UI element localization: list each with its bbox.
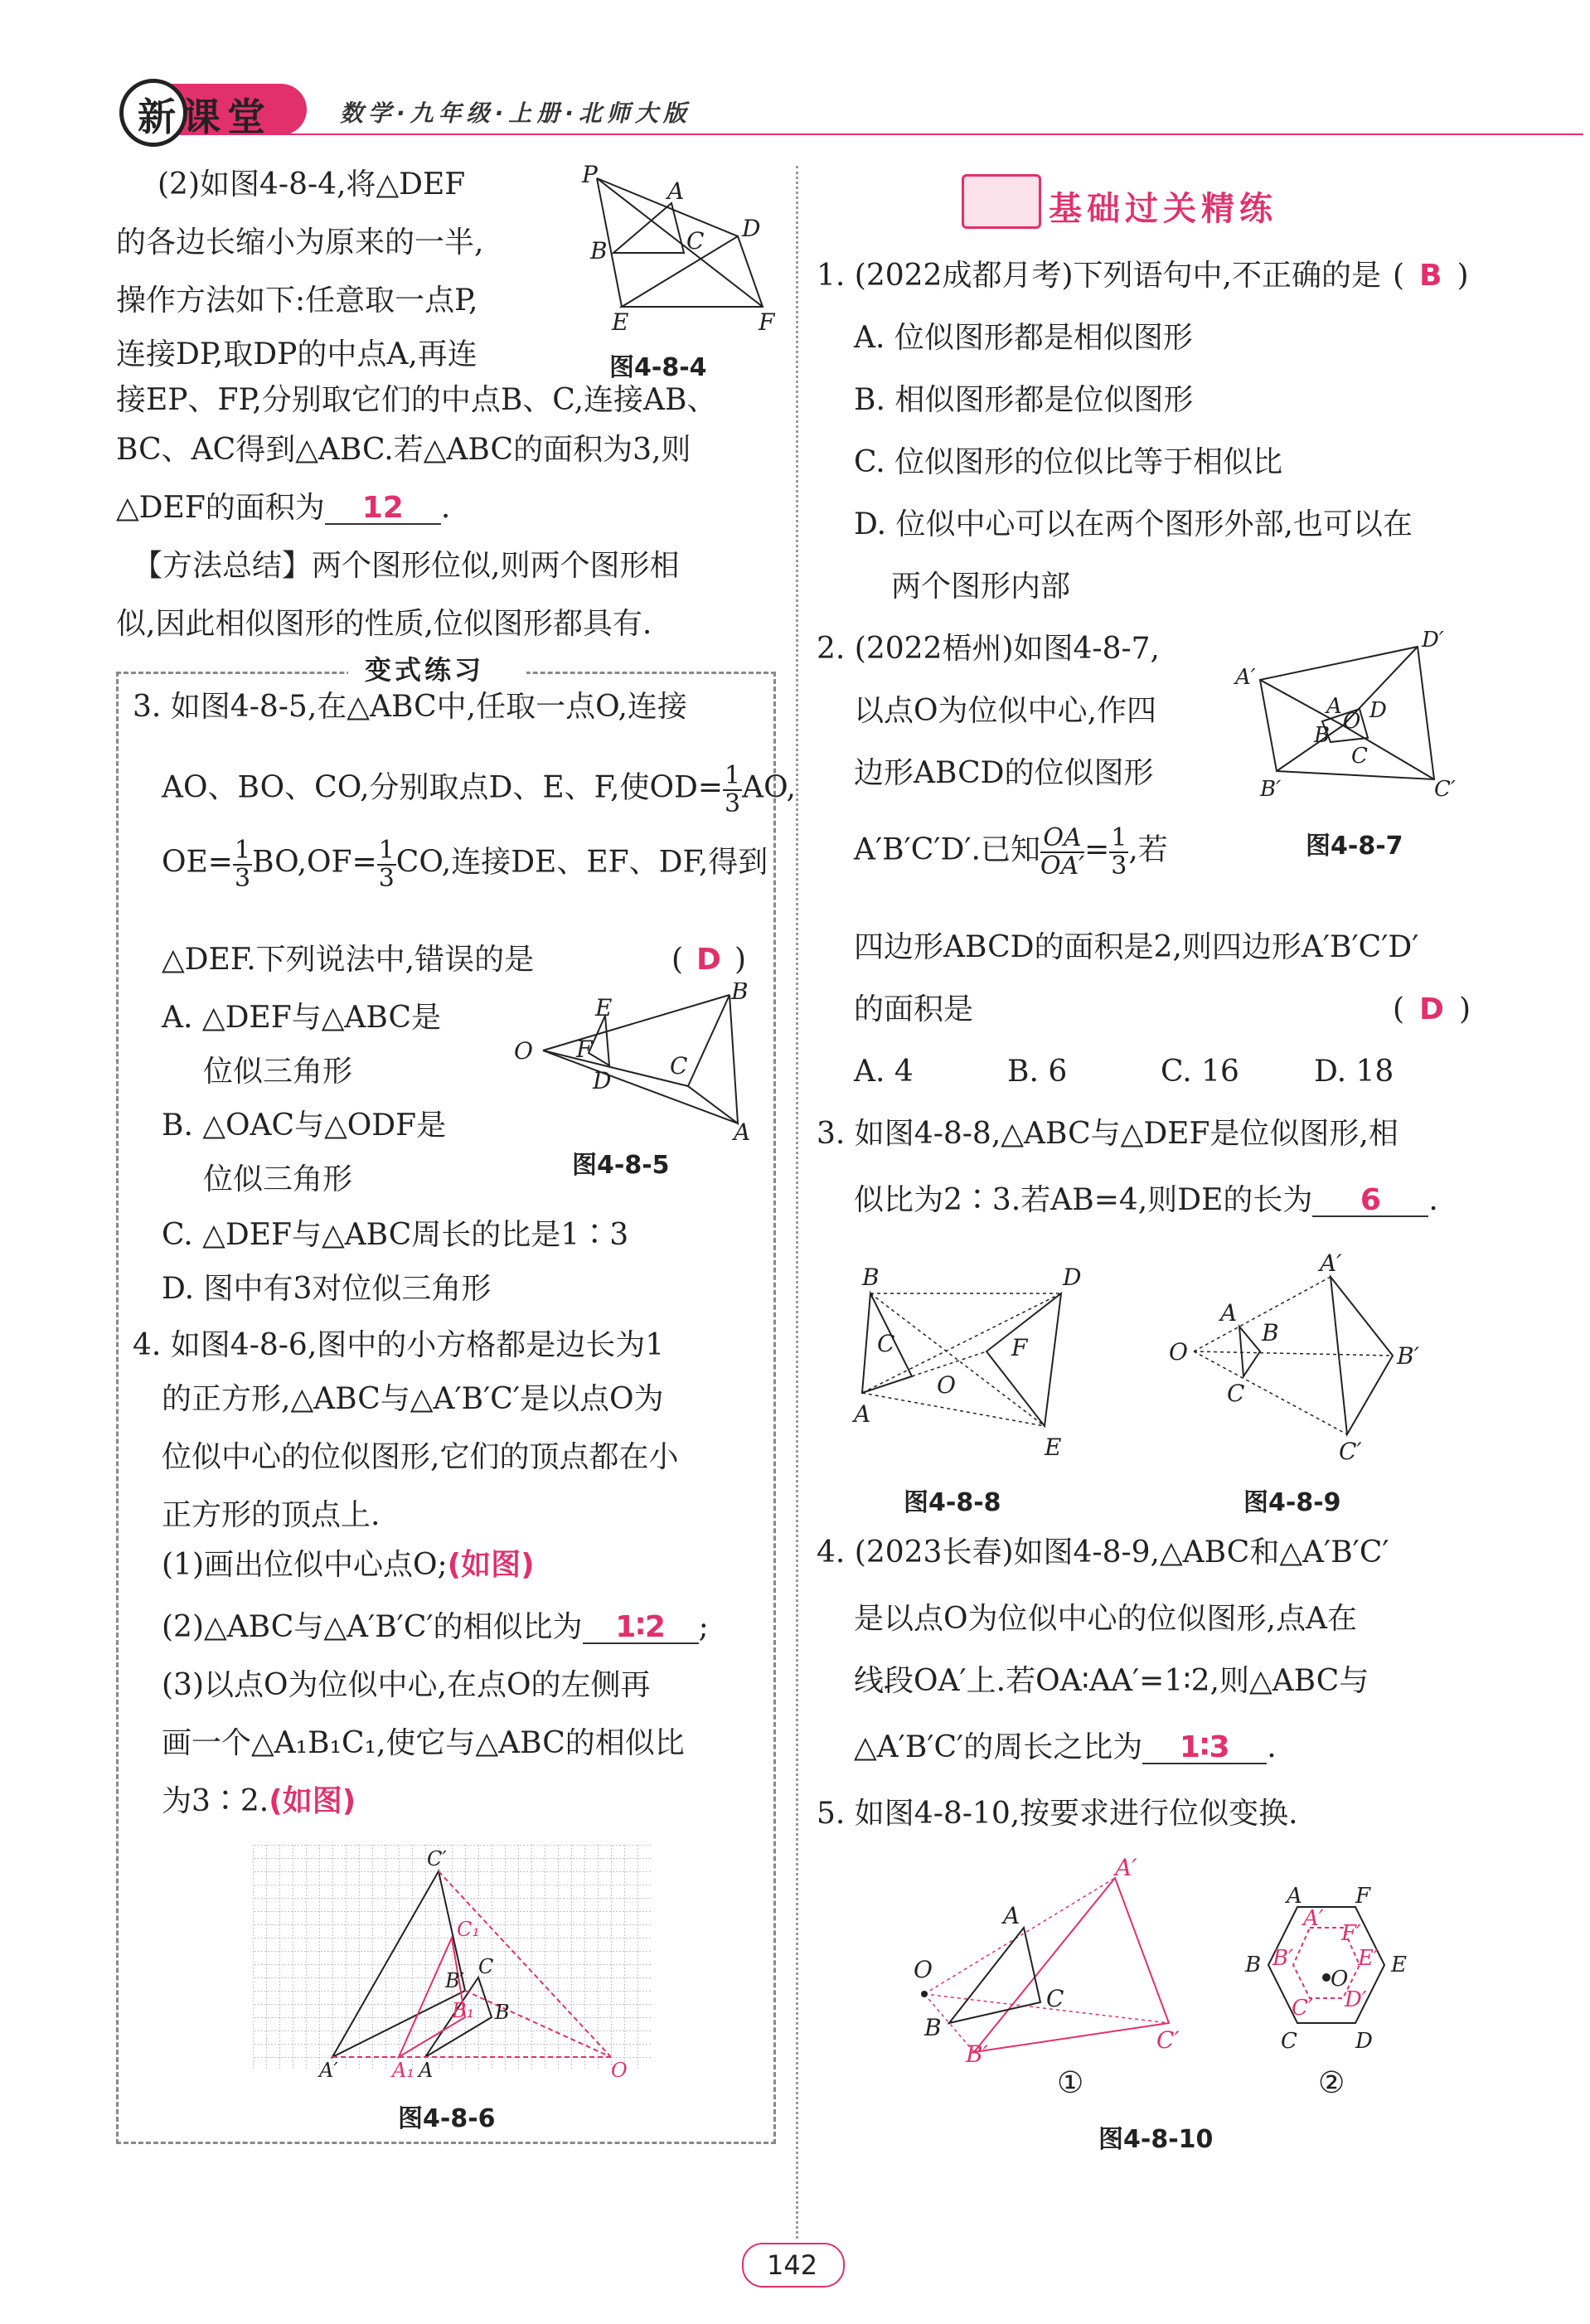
- f484-label-c: C: [686, 227, 705, 255]
- ex2-line-4: 连接DP,取DP的中点A,再连: [116, 337, 477, 371]
- q4-sub-2-answer: 1∶2: [583, 1613, 699, 1644]
- r-q2-frac-2-den: 3: [1111, 851, 1127, 881]
- figure-4-8-6-caption: 图4-8-6: [398, 2104, 496, 2133]
- f484-label-a: A: [667, 177, 685, 205]
- q3-frac-3-den: 3: [378, 863, 395, 893]
- f4810b-label-b-prime: B′: [1272, 1946, 1294, 1971]
- r-q3-line-2: [854, 1183, 1438, 1217]
- q3-option-a-2: 位似三角形: [203, 1055, 353, 1089]
- f4810a-label-c: C: [1046, 1985, 1064, 2012]
- f484-label-e: E: [612, 308, 629, 336]
- r-q2-line-5: 四边形ABCD的面积是2,则四边形A′B′C′D′: [854, 930, 1419, 964]
- q4-line-3: 位似中心的位似图形,它们的顶点都在小: [162, 1440, 679, 1474]
- q3-line-2b: AO,: [742, 770, 796, 805]
- f4810b-label-a: A: [1287, 1884, 1302, 1909]
- r-q2-frac-2-num: 1: [1111, 823, 1127, 852]
- figure-4-8-7-caption: 图4-8-7: [1306, 832, 1403, 861]
- f489-dash-oc: [1194, 1351, 1347, 1434]
- ex2-line-2: 的各边长缩小为原来的一半,: [116, 226, 484, 260]
- f489-label-c-prime: C′: [1339, 1438, 1362, 1465]
- figure-4-8-10-caption: 图4-8-10: [1098, 2125, 1214, 2154]
- q4-sub-3-answer: (如图): [269, 1784, 356, 1818]
- f4810a-label-b-prime: B′: [966, 2040, 988, 2064]
- q3-option-c: C. △DEF与△ABC周长的比是1∶3: [162, 1218, 629, 1252]
- f485-label-e: E: [595, 994, 613, 1021]
- f488-label-f: F: [1011, 1334, 1028, 1361]
- r-q4-line-4-text: △A′B′C′的周长之比为: [854, 1730, 1143, 1764]
- f485-label-b: B: [731, 982, 749, 1005]
- q3-frac-1: [723, 763, 742, 817]
- ex2-line-7-text: △DEF的面积为: [116, 491, 325, 525]
- header-rule: [274, 133, 1583, 135]
- figure-4-8-10-sub-2: ②: [1318, 2066, 1345, 2100]
- f487-label-c-prime: C′: [1434, 777, 1456, 802]
- figure-4-8-7: [1227, 630, 1467, 813]
- q4-line-4: 正方形的顶点上.: [162, 1498, 381, 1532]
- figure-4-8-8: [846, 1260, 1094, 1468]
- q3-frac-1-num: 1: [725, 761, 741, 790]
- figure-4-8-5: [506, 982, 763, 1140]
- f486-label-b: B: [495, 2001, 510, 2024]
- f484-label-b: B: [590, 237, 608, 264]
- f484-label-p: P: [582, 162, 598, 188]
- f486-label-a-prime: A′: [319, 2059, 338, 2082]
- f485-label-c: C: [670, 1052, 688, 1080]
- r-q4-end: .: [1267, 1730, 1277, 1764]
- q4-sub-1-text: (1)画出位似中心点O;: [162, 1548, 448, 1582]
- q3-option-b-2: 位似三角形: [203, 1162, 353, 1196]
- f4810b-label-a-prime: A′: [1303, 1906, 1324, 1931]
- f4810a-dash-oa: [924, 1878, 1115, 1994]
- q3-frac-2-num: 1: [234, 836, 251, 865]
- f4810b-label-e-prime: E′: [1358, 1946, 1379, 1971]
- q4-sub-1: [162, 1550, 535, 1580]
- f485-line-oa: [543, 1050, 738, 1123]
- f488-label-b: B: [862, 1264, 880, 1291]
- figure-4-8-10-a: [904, 1857, 1202, 2064]
- f487-label-a-prime: A′: [1235, 665, 1256, 690]
- q4-line-2: 的正方形,△ABC与△A′B′C′是以点O为: [162, 1382, 664, 1416]
- f488-label-c: C: [877, 1330, 895, 1357]
- brand-title: 新课堂: [138, 95, 272, 139]
- r-q1-option-b: B. 相似图形都是位似图形: [854, 383, 1194, 417]
- ex2-line-3: 操作方法如下:任意取一点P,: [116, 284, 478, 318]
- q3-line-2a: AO、BO、CO,分别取点D、E、F,使OD=: [162, 770, 724, 805]
- f4810b-label-b: B: [1245, 1953, 1262, 1977]
- f486-label-b1: B₁: [452, 1999, 475, 2022]
- r-q2-eq: =: [1084, 832, 1110, 867]
- r-q4-answer: 1∶3: [1142, 1733, 1267, 1764]
- ex2-line-6: BC、AC得到△ABC.若△ABC的面积为3,则: [116, 433, 691, 467]
- f487-label-a: A: [1326, 694, 1342, 719]
- f489-label-o: O: [1169, 1338, 1188, 1366]
- page-number: 142: [767, 2249, 818, 2281]
- f489-label-a: A: [1220, 1299, 1238, 1327]
- r-q1-option-d: D. 位似中心可以在两个图形外部,也可以在: [854, 507, 1413, 541]
- r-q2-line-4a: A′B′C′D′.已知: [854, 832, 1041, 867]
- ex2-line-5: 接EP、FP,分别取它们的中点B、C,连接AB、: [116, 383, 717, 417]
- q4-sub-2-text: (2)△ABC与△A′B′C′的相似比为: [162, 1610, 583, 1644]
- f4810a-label-a-prime: A′: [1115, 1857, 1137, 1881]
- f487-line-ob: [1277, 725, 1343, 771]
- f485-label-d: D: [593, 1067, 612, 1094]
- q3-frac-3-num: 1: [378, 836, 395, 865]
- q4-sub-2-end: ;: [698, 1610, 709, 1644]
- method-summary-1: 【方法总结】两个图形位似,则两个图形相: [133, 549, 680, 583]
- r-q2-choice-d: D. 18: [1314, 1055, 1394, 1089]
- ex2-answer: 12: [325, 493, 441, 525]
- q4-sub-3-text: 为3∶2.: [162, 1784, 269, 1818]
- r-q2-line-6: 的面积是: [854, 992, 974, 1026]
- figure-4-8-10-sub-1: ①: [1057, 2066, 1084, 2100]
- figure-4-8-8-caption: 图4-8-8: [904, 1488, 1001, 1517]
- f4810a-point-o: [921, 1991, 928, 1997]
- f486-label-c1: C₁: [457, 1918, 480, 1941]
- r-q4-line-3: 线段OA′上.若OA∶AA′=1∶2,则△ABC与: [854, 1664, 1369, 1698]
- q3-option-a: A. △DEF与△ABC是: [162, 1001, 442, 1035]
- section-title-icon: [962, 174, 1041, 229]
- r-q3-line-2-text: 似比为2∶3.若AB=4,则DE的长为: [854, 1183, 1313, 1217]
- ex2-line-7: [116, 493, 450, 525]
- r-q1-option-a: A. 位似图形都是相似图形: [854, 321, 1193, 355]
- r-q3-answer: 6: [1312, 1186, 1428, 1217]
- f485-triangle-abc: [688, 995, 738, 1123]
- r-q2-answer-wrap: ( D ): [1393, 992, 1471, 1026]
- header-subtitle: 数学·九年级·上册·北师大版: [340, 99, 691, 127]
- r-q5-line-1: 5. 如图4-8-10,按要求进行位似变换.: [817, 1797, 1298, 1831]
- r-q2-frac-1-num: OA: [1040, 825, 1084, 853]
- f485-label-o: O: [514, 1037, 533, 1065]
- r-q2-frac-1: [1040, 825, 1084, 879]
- q3-line-3b: BO,OF=: [252, 845, 377, 880]
- figure-4-8-4: [572, 162, 788, 352]
- f484-label-f: F: [759, 308, 775, 336]
- q3-frac-3: [377, 837, 396, 891]
- q3-option-d: D. 图中有3对位似三角形: [162, 1272, 492, 1306]
- q3-answer-wrap: ( D ): [671, 943, 746, 977]
- section-title: 基础过关精练: [1049, 190, 1277, 228]
- r-q2-line-4b: ,若: [1128, 832, 1168, 867]
- header: [108, 79, 1484, 145]
- f487-label-d-prime: D′: [1422, 630, 1444, 653]
- f485-line-ob: [543, 995, 730, 1050]
- f4810a-label-c-prime: C′: [1156, 2026, 1180, 2054]
- r-q2-line-4: [854, 825, 1168, 879]
- f486-label-o: O: [611, 2059, 628, 2082]
- r-q2-choice-a: A. 4: [854, 1055, 914, 1089]
- ex2-end: .: [440, 491, 451, 525]
- q3-frac-1-den: 3: [725, 788, 741, 818]
- f485-line-oc: [543, 1050, 688, 1086]
- q4-sub-2: [162, 1610, 709, 1644]
- figure-4-8-4-caption: 图4-8-4: [609, 353, 707, 382]
- f4810a-label-a: A: [1003, 1902, 1020, 1929]
- figure-4-8-5-caption: 图4-8-5: [572, 1151, 670, 1180]
- q3-frac-2: [233, 837, 252, 891]
- f487-label-d: D: [1369, 698, 1387, 723]
- q3-line-3: [162, 837, 768, 891]
- f489-dash-ob: [1194, 1351, 1393, 1356]
- f484-label-d: D: [742, 215, 761, 242]
- r-q2-line-3: 边形ABCD的位似图形: [854, 756, 1154, 790]
- variant-practice-title: 变式练习: [365, 654, 485, 686]
- f485-label-f: F: [576, 1036, 593, 1063]
- r-q2-line-1: 2. (2022梧州)如图4-8-7,: [817, 632, 1160, 666]
- q4-sub-1-answer: (如图): [447, 1548, 535, 1582]
- column-divider: [796, 166, 798, 2239]
- f487-label-o: O: [1343, 709, 1361, 734]
- f489-triangle-prime: [1331, 1277, 1393, 1434]
- method-summary-2: 似,因此相似图形的性质,位似图形都具有.: [116, 607, 652, 641]
- f4810a-label-o: O: [914, 1956, 933, 1983]
- f4810a-triangle-abc: [949, 1928, 1040, 2023]
- f488-label-o: O: [937, 1371, 956, 1399]
- f4810b-label-c-prime: C′: [1292, 1996, 1313, 2021]
- r-q1-answer-wrap: ( B ): [1393, 259, 1469, 293]
- f487-label-c: C: [1351, 744, 1368, 769]
- f485-label-a: A: [734, 1118, 751, 1140]
- f4810b-label-f: F: [1355, 1884, 1371, 1909]
- q4-sub-3-line-1: (3)以点O为位似中心,在点O的左侧再: [162, 1668, 651, 1702]
- q3-option-b: B. △OAC与△ODF是: [162, 1109, 447, 1143]
- f4810b-label-d-prime: D′: [1345, 1987, 1367, 2012]
- f4810a-label-b: B: [924, 2014, 942, 2041]
- r-q1-stem: 1. (2022成都月考)下列语句中,不正确的是: [817, 259, 1381, 293]
- q3-line-1: 3. 如图4-8-5,在△ABC中,任取一点O,连接: [133, 690, 687, 724]
- r-q3-line-1: 3. 如图4-8-8,△ABC与△DEF是位似图形,相: [817, 1117, 1399, 1151]
- f486-label-b-prime: B′: [445, 1969, 465, 1992]
- f4810b-label-f-prime: F′: [1341, 1921, 1361, 1946]
- f486-label-a: A: [419, 2059, 434, 2082]
- figure-4-8-6: [253, 1845, 667, 2085]
- r-q4-line-1: 4. (2023长春)如图4-8-9,△ABC和△A′B′C′: [817, 1536, 1389, 1570]
- f4810b-label-o: O: [1331, 1967, 1349, 1992]
- r-q2-line-2: 以点O为位似中心,作四: [854, 694, 1156, 728]
- f487-label-b-prime: B′: [1260, 777, 1282, 802]
- f489-label-b: B: [1262, 1319, 1279, 1346]
- f486-label-c-prime: C′: [427, 1847, 447, 1870]
- r-q1-answer: B: [1419, 259, 1442, 293]
- r-q2-frac-1-den: OA′: [1040, 851, 1085, 881]
- q3-line-3a: OE=: [162, 845, 233, 880]
- f486-label-c: C: [478, 1955, 494, 1978]
- q3-line-4: △DEF.下列说法中,错误的是: [162, 943, 535, 977]
- f4810b-label-e: E: [1391, 1953, 1407, 1977]
- f489-label-b-prime: B′: [1397, 1342, 1419, 1370]
- f4810b-label-c: C: [1281, 2029, 1297, 2054]
- r-q1-option-d-2: 两个图形内部: [891, 570, 1071, 604]
- f486-label-a1: A₁: [392, 2059, 414, 2082]
- r-q3-end: .: [1428, 1183, 1438, 1217]
- figure-4-8-9: [1161, 1248, 1442, 1472]
- f4810b-point-o: [1322, 1973, 1331, 1982]
- r-q4-line-2: 是以点O为位似中心的位似图形,点A在: [854, 1602, 1357, 1636]
- q3-frac-2-den: 3: [234, 863, 251, 893]
- q4-sub-3-line-3: [162, 1784, 356, 1818]
- r-q2-answer: D: [1419, 992, 1444, 1026]
- r-q1-option-c: C. 位似图形的位似比等于相似比: [854, 445, 1283, 479]
- f489-triangle-abc: [1239, 1327, 1260, 1376]
- r-q4-line-4: [854, 1730, 1277, 1764]
- r-q2-frac-2: [1109, 825, 1128, 879]
- q4-sub-3-line-2: 画一个△A₁B₁C₁,使它与△ABC的相似比: [162, 1726, 685, 1760]
- figure-4-8-9-caption: 图4-8-9: [1243, 1488, 1341, 1517]
- f488-label-a: A: [854, 1400, 871, 1428]
- ex2-line-1: (2)如图4-8-4,将△DEF: [158, 167, 466, 201]
- f488-label-d: D: [1063, 1264, 1082, 1291]
- f4810b-label-d: D: [1355, 2029, 1373, 2054]
- f487-label-b: B: [1314, 723, 1331, 748]
- q3-line-2: [162, 763, 796, 817]
- q4-line-1: 4. 如图4-8-6,图中的小方格都是边长为1: [133, 1328, 665, 1362]
- f489-label-a-prime: A′: [1320, 1249, 1342, 1277]
- q3-answer: D: [696, 943, 721, 977]
- r-q2-choice-b: B. 6: [1007, 1055, 1068, 1089]
- f488-label-e: E: [1045, 1434, 1062, 1461]
- f489-label-c: C: [1227, 1380, 1245, 1407]
- q3-line-3c: CO,连接DE、EF、DF,得到: [395, 845, 768, 880]
- figure-4-8-10-b: [1235, 1882, 1442, 2064]
- r-q2-choice-c: C. 16: [1161, 1055, 1239, 1089]
